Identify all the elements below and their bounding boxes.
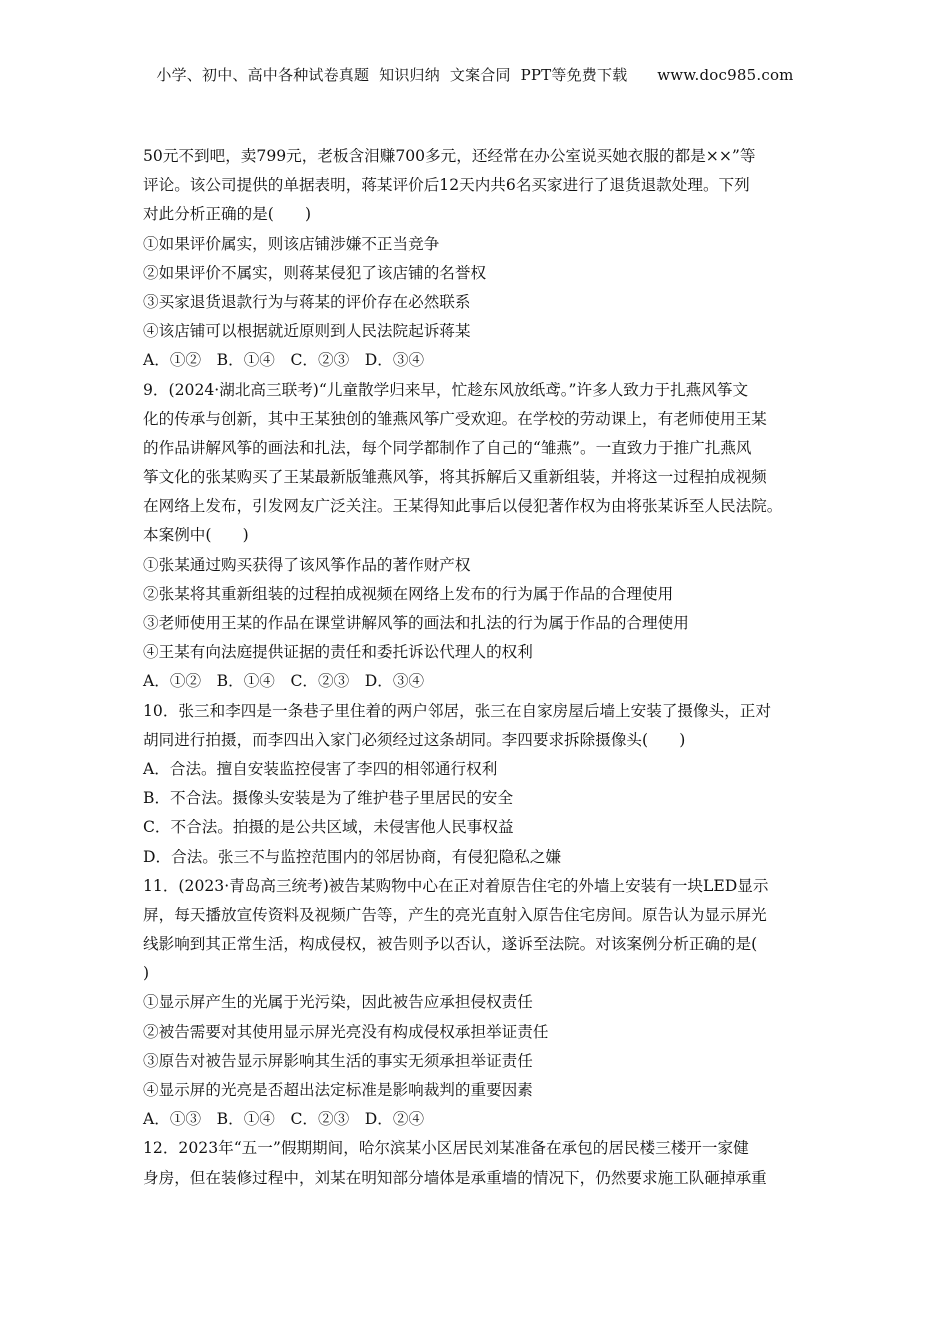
answer-choices: A．①③ B．①④ C．②③ D．②④ [143,1110,425,1129]
document-body [143,142,823,1193]
option-line: D．合法。张三不与监控范围内的邻居协商，有侵犯隐私之嫌 [143,847,561,866]
question-line: 10．张三和李四是一条巷子里住着的两户邻居，张三在自家房屋后墙上安装了摄像头，正对 [143,701,771,720]
option-line: ③老师使用王某的作品在课堂讲解风筝的画法和扎法的行为属于作品的合理使用 [143,614,689,632]
text-line: 化的传承与创新，其中王某独创的雏燕风筝广受欢迎。在学校的劳动课上，有老师使用王某 [143,409,767,428]
question-line: 12．2023年“五一”假期期间，哈尔滨某小区居民刘某准备在承包的居民楼三楼开一家健 [143,1139,749,1158]
text-line: 在网络上发布，引发网友广泛关注。王某得知此事后以侵犯著作权为由将张某诉至人民法院。 [143,497,783,516]
option-line: ③买家退货退款行为与蒋某的评价存在必然联系 [143,292,471,311]
answer-choices: A．①② B．①④ C．②③ D．③④ [143,672,425,691]
question-line: 9．(2024·湖北高三联考)“儿童散学归来早，忙趁东风放纸鸢。”许多人致力于扎燕风筝文 [143,380,749,399]
text-line: 屏，每天播放宣传资料及视频广告等，产生的亮光直射入原告住宅房间。原告认为显示屏光 [143,905,767,924]
text-line: 线影响到其正常生活，构成侵权，被告则予以否认，遂诉至法院。对该案例分析正确的是( [143,935,758,954]
text-line: 胡同进行拍摄，而李四出入家门必须经过这条胡同。李四要求拆除摄像头( ) [143,730,686,749]
option-line: ②被告需要对其使用显示屏光亮没有构成侵权承担举证责任 [143,1022,549,1041]
option-line: ②张某将其重新组装的过程拍成视频在网络上发布的行为属于作品的合理使用 [143,584,674,603]
option-line: ④王某有向法庭提供证据的责任和委托诉讼代理人的权利 [143,643,533,662]
option-line: ②如果评价不属实，则蒋某侵犯了该店铺的名誉权 [143,263,487,282]
option-line: ①张某通过购买获得了该风筝作品的著作财产权 [143,555,471,574]
text-line: 50元不到吧，卖799元，老板含泪赚700多元，还经常在办公室说买她衣服的都是××”等 [143,147,756,165]
question-line: 11．(2023·青岛高三统考)被告某购物中心在正对着原告住宅的外墙上安装有一块LED显示 [143,876,769,895]
option-line: B．不合法。摄像头安装是为了维护巷子里居民的安全 [143,789,514,808]
option-line: A．合法。擅自安装监控侵害了李四的相邻通行权利 [143,759,498,778]
text-line: 评论。该公司提供的单据表明，蒋某评价后12天内共6名买家进行了退货退款处理。下列 [143,176,750,195]
text-line: ) [143,964,150,983]
answer-choices: A．①② B．①④ C．②③ D．③④ [143,351,425,370]
option-line: ④显示屏的光亮是否超出法定标准是影响裁判的重要因素 [143,1081,533,1099]
text-line: 对此分析正确的是( ) [143,205,312,224]
page-header: 小学、初中、高中各种试卷真题 知识归纳 文案合同 PPT等免费下载 www.doc985.com [156,66,794,84]
text-line: 的作品讲解风筝的画法和扎法，每个同学都制作了自己的“雏燕”。一直致力于推广扎燕风 [143,438,752,457]
text-line: 本案例中( ) [143,526,249,545]
text-line: 筝文化的张某购买了王某最新版雏燕风筝，将其拆解后又重新组装，并将这一过程拍成视频 [143,468,767,487]
option-line: ④该店铺可以根据就近原则到人民法院起诉蒋某 [143,322,471,341]
option-line: C．不合法。拍摄的是公共区域，未侵害他人民事权益 [143,818,514,837]
text-line: 身房，但在装修过程中，刘某在明知部分墙体是承重墙的情况下，仍然要求施工队砸掉承重 [143,1168,767,1187]
option-line: ①显示屏产生的光属于光污染，因此被告应承担侵权责任 [143,993,533,1012]
option-line: ①如果评价属实，则该店铺涉嫌不正当竞争 [143,234,440,253]
option-line: ③原告对被告显示屏影响其生活的事实无须承担举证责任 [143,1051,533,1070]
